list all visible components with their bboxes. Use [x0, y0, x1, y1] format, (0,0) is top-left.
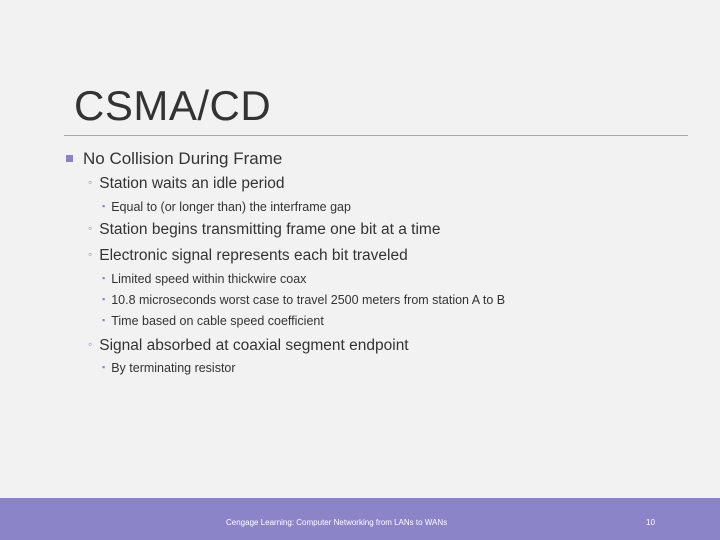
dot-bullet-icon: ▪	[102, 273, 106, 283]
bullet-text: Equal to (or longer than) the interframe gap	[111, 200, 351, 214]
dot-bullet-icon: ◦	[88, 247, 93, 261]
slide-title: CSMA/CD	[74, 82, 272, 129]
bullet-text: Station begins transmitting frame one bit at a time	[99, 221, 441, 238]
title-divider	[64, 135, 688, 136]
bullet-item-5	[88, 247, 408, 265]
bullet-text: By terminating resistor	[111, 361, 236, 375]
bullet-item-4	[88, 221, 440, 239]
footer-text: Cengage Learning: Computer Networking from LANs to WANs	[226, 518, 448, 527]
bullet-item-2	[88, 175, 285, 193]
bullet-item-6	[102, 272, 306, 286]
page-number: 10	[646, 518, 655, 527]
bullet-text: Station waits an idle period	[99, 175, 285, 192]
bullet-text: Time based on cable speed coefficient	[111, 314, 324, 328]
dot-bullet-icon: ◦	[88, 175, 93, 189]
dot-bullet-icon: ▪	[102, 294, 106, 304]
bullet-item-3	[102, 200, 351, 214]
bullet-item-8	[102, 314, 324, 328]
bullet-item-1	[66, 149, 282, 169]
dot-bullet-icon: ▪	[102, 315, 106, 325]
bullet-text: Limited speed within thickwire coax	[111, 272, 307, 286]
dot-bullet-icon: ▪	[102, 201, 106, 211]
bullet-text: 10.8 microseconds worst case to travel 2500 meters from station A to B	[111, 293, 506, 307]
dot-bullet-icon: ◦	[88, 337, 93, 351]
bullet-item-7	[102, 293, 505, 307]
square-bullet-icon	[66, 155, 73, 162]
bullet-text: Signal absorbed at coaxial segment endpoint	[99, 337, 409, 354]
bullet-item-10	[102, 361, 236, 375]
bullet-text: Electronic signal represents each bit traveled	[99, 247, 408, 264]
dot-bullet-icon: ◦	[88, 221, 93, 235]
bullet-text: No Collision During Frame	[83, 149, 283, 168]
dot-bullet-icon: ▪	[102, 362, 106, 372]
bullet-item-9	[88, 337, 409, 355]
